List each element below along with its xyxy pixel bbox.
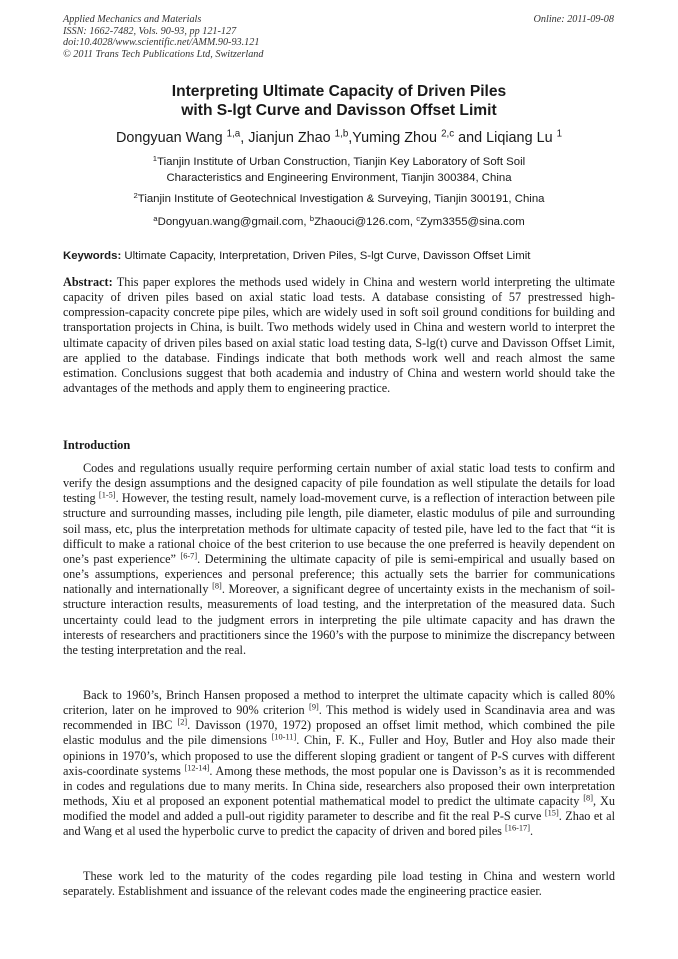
author-affil-mark: 1 xyxy=(556,128,563,140)
keywords-text: Ultimate Capacity, Interpretation, Driven Piles, S-lgt Curve, Davisson Offset Limit xyxy=(124,250,531,262)
author-name: Liqiang Lu xyxy=(486,130,553,146)
doi-line: doi:10.4028/www.scientific.net/AMM.90-93.121 xyxy=(63,37,260,49)
citation: [10-11] xyxy=(271,732,297,742)
paper-title xyxy=(60,82,618,120)
citation: [6-7] xyxy=(180,551,198,561)
affiliation-2: $^2$Tianjin Institute of Geotechnical Investigation & Surveying, Tianjin 300191, China xyxy=(133,190,545,205)
abstract xyxy=(63,275,615,396)
citation: [9] xyxy=(309,702,319,712)
email-list: $^a$Dongyuan.wang@gmail.com, $^b$Zhaouci@126.com, $^c$Zym3355@sina.com xyxy=(153,213,525,228)
author-name: Jianjun Zhao xyxy=(248,130,331,146)
publication-info xyxy=(63,14,263,60)
author-name: Dongyuan Wang xyxy=(115,130,223,146)
section-heading: Introduction xyxy=(63,438,131,452)
title-line-2: with S-lgt Curve and Davisson Offset Limit xyxy=(181,102,497,119)
keywords-label: Keywords: xyxy=(63,250,122,262)
email-address[interactable]: Dongyuan.wang@gmail.com xyxy=(157,216,304,228)
affiliation-number: 2 xyxy=(133,190,138,200)
author-affil-mark: 1,a xyxy=(226,128,241,140)
citation: [15] xyxy=(544,808,559,818)
author-affil-mark: 1,b xyxy=(334,128,349,140)
intro-paragraph-1: Codes and regulations usually require performing certain number of axial static load tests to confirm and verify the design assumptions and the designed capacity of pile foundation as well stipulate the details for load testing [1-5]. However, the testing result, namely load-movement curve, is a reflection of interaction between pile structure and surrounding masses, including pile length, pile diameter, elastic modulus of pile and surrounding soil mass, etc, plus the interpretation methods for ultimate capacity of tested pile, have led to the fact that “it is difficult to make a rational choice of the best criterion to use because the one preferred is heavily dependent on one’s past experience” [6-7]. Determining the ultimate capacity of pile is semi-empirical and usually based on one’s assumptions, experiences and personal preference; this actually sets the barrier for communications nationally and internationally [8]. Moreover, a significant degree of uncertainty exists in the mechanism of soil-structure interaction results, measurements of load testing, and the interpretation of the measured data. Such uncertainty could lead to the judgment errors in interpreting the pile ultimate capacity and has drawn the interests of researchers and practitioners since the 1960’s with the purpose to minimize the discrepancy between the testing interpretation and the real. xyxy=(63,461,615,657)
author-affil-mark: 2,c xyxy=(441,128,455,140)
abstract-text: This paper explores the methods used widely in China and western world interpreting the ultimate capacity of driven piles based on axial static load tests. A database consisting of 57 prestressed high- compression-capacity concrete pipe piles, which are widely used in soft soil ground conditions for building and transportation projects in China, is built. Two methods widely used in China and western world to interpret the ultimate capacity of driven piles based on axial static load testing data, S-lg(t) curve and Davisson Offset Limit, are applied to the database. Findings indicate that both methods work well and reach almost the same estimation. Conclusions suggest that both academia and industry of China and western world should take the advantages of the methods and apply them to engineering practice. xyxy=(63,275,615,396)
intro-paragraph-3: These work led to the maturity of the codes regarding pile load testing in China and western world separately. Establishment and issuance of the relevant codes made the engineering practice easier. xyxy=(63,869,615,899)
citation: [16-17] xyxy=(505,823,530,833)
issn-line: ISSN: 1662-7482, Vols. 90-93, pp 121-127 xyxy=(63,25,237,37)
online-date: Online: 2011-09-08 xyxy=(533,14,614,25)
copyright-line: © 2011 Trans Tech Publications Ltd, Switzerland xyxy=(63,48,264,60)
citation: [1-5] xyxy=(98,490,116,500)
abstract-label: Abstract: xyxy=(63,275,113,289)
citation: [8] xyxy=(212,581,222,591)
citation: [8] xyxy=(583,793,593,803)
journal-name: Applied Mechanics and Materials xyxy=(63,14,202,25)
author-list: Dongyuan Wang $^{1,a}$, Jianjun Zhao $^{1,b}$,Yuming Zhou $^{2,c}$ and Liqiang Lu $^1$ xyxy=(115,128,563,146)
email-address[interactable]: Zym3355@sina.com xyxy=(420,216,525,228)
affiliation-1: $^1$Tianjin Institute of Urban Construction, Tianjin Key Laboratory of Soft Soil Characteristics and Engineering Environment, Tianjin 300384, China xyxy=(152,153,526,184)
affiliation-number: 1 xyxy=(152,153,158,163)
title-line-1: Interpreting Ultimate Capacity of Driven Piles xyxy=(171,83,507,100)
email-address[interactable]: Zhaouci@126.com xyxy=(314,216,410,228)
author-name: Yuming Zhou xyxy=(352,130,438,146)
citation: [12-14] xyxy=(184,763,210,773)
keywords xyxy=(63,250,615,262)
intro-paragraph-2: Back to 1960’s, Brinch Hansen proposed a method to interpret the ultimate capacity which is called 80% criterion, later on he improved to 90% criterion [9]. This method is widely used in Scandinavia area and was recommended in IBC [2]. Davisson (1970, 1972) proposed an offset limit method, which combined the pile elastic modulus and the pile dimensions [10-11]. Chin, F. K., Fuller and Hoy, Butler and Hoy also made their opinions in 1970’s, which proposed to use the different sloping gradient or tangent of P-S curves with different axis-coordinate systems [12-14]. Among these methods, the most popular one is Davisson’s as it is recommended in codes and regulations due to many merits. In China side, researchers also proposed their own interpretation methods, Xiu et al proposed an exponent potential mathematical model to predict the ultimate capacity [8], Xu modified the model and added a pull-out rigidity parameter to describe and fit the real P-S curve [15]. Zhao et al and Wang et al used the hyperbolic curve to predict the capacity of driven and bored piles [16-17]. xyxy=(63,688,615,839)
citation: [2] xyxy=(177,717,188,727)
